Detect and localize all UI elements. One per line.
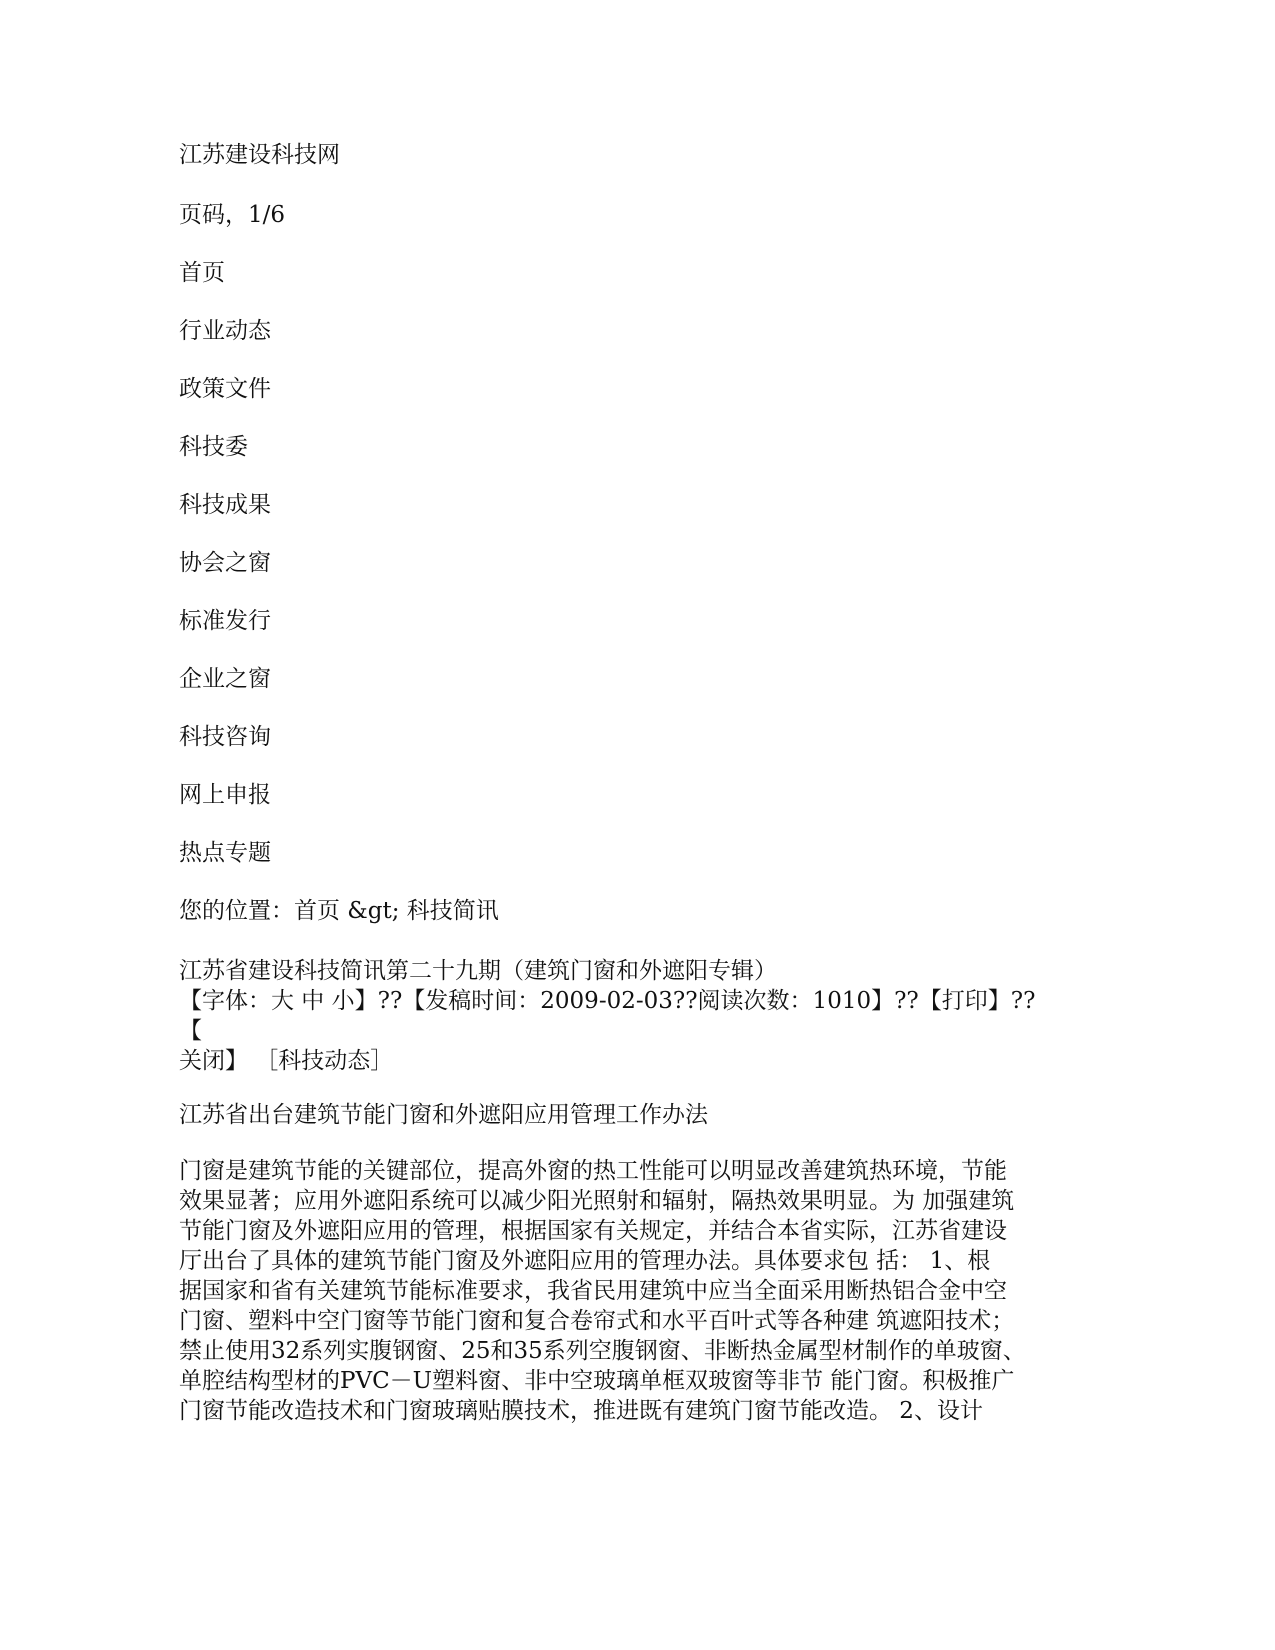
nav-item-consulting[interactable]: 科技咨询 [179, 724, 271, 750]
page-number: 页码，1/6 [179, 202, 286, 228]
article-body [179, 1156, 1049, 1426]
body-line: 单腔结构型材的PVC－U塑料窗、非中空玻璃单框双玻窗等非节 能门窗。积极推广 [179, 1368, 1015, 1394]
breadcrumb: 您的位置：首页 &gt; 科技简讯 [179, 898, 499, 924]
article-meta [179, 986, 1049, 1076]
nav-item-association[interactable]: 协会之窗 [179, 550, 271, 576]
document-page [179, 140, 1059, 1426]
body-line: 厅出台了具体的建筑节能门窗及外遮阳应用的管理办法。具体要求包 括： 1、根 [179, 1248, 991, 1274]
nav-item-science-committee[interactable]: 科技委 [179, 434, 248, 460]
main-navigation [179, 258, 1059, 868]
body-line: 门窗、塑料中空门窗等节能门窗和复合卷帘式和水平百叶式等各种建 筑遮阳技术； [179, 1308, 1015, 1334]
nav-item-online-application[interactable]: 网上申报 [179, 782, 271, 808]
body-line: 节能门窗及外遮阳应用的管理，根据国家有关规定，并结合本省实际，江苏省建设 [179, 1218, 1007, 1244]
article-title: 江苏省建设科技简讯第二十九期（建筑门窗和外遮阳专辑） [179, 958, 777, 984]
nav-item-standards[interactable]: 标准发行 [179, 608, 271, 634]
body-line: 禁止使用32系列实腹钢窗、25和35系列空腹钢窗、非断热金属型材制作的单玻窗、 [179, 1338, 1026, 1364]
nav-item-hot-topics[interactable]: 热点专题 [179, 840, 271, 866]
nav-item-achievements[interactable]: 科技成果 [179, 492, 271, 518]
body-line: 效果显著；应用外遮阳系统可以减少阳光照射和辐射，隔热效果明显。为 加强建筑 [179, 1188, 1015, 1214]
nav-item-enterprises[interactable]: 企业之窗 [179, 666, 271, 692]
article-meta-line-2: 关闭】 ［科技动态］ [179, 1048, 394, 1074]
nav-item-industry-news[interactable]: 行业动态 [179, 318, 271, 344]
body-line: 据国家和省有关建筑节能标准要求，我省民用建筑中应当全面采用断热铝合金中空 [179, 1278, 1007, 1304]
article-meta-line-1: 【字体：大 中 小】??【发稿时间：2009-02-03??阅读次数：1010】??【打印】??【 [179, 988, 1036, 1044]
article-subheading: 江苏省出台建筑节能门窗和外遮阳应用管理工作办法 [179, 1102, 708, 1128]
body-line: 门窗是建筑节能的关键部位，提高外窗的热工性能可以明显改善建筑热环境，节能 [179, 1158, 1007, 1184]
site-title: 江苏建设科技网 [179, 142, 340, 168]
nav-item-home[interactable]: 首页 [179, 260, 225, 286]
nav-item-policy-documents[interactable]: 政策文件 [179, 376, 271, 402]
body-line: 门窗节能改造技术和门窗玻璃贴膜技术，推进既有建筑门窗节能改造。 2、设计 [179, 1398, 983, 1424]
